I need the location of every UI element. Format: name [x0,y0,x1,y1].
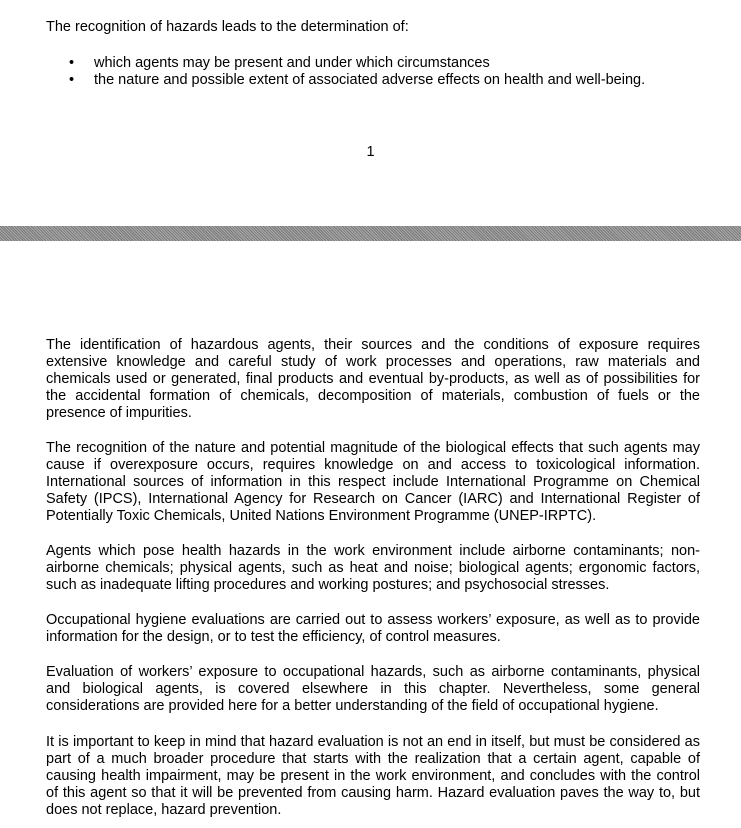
bullet-list [46,55,645,89]
bullet-icon: • [69,55,75,71]
list-item-text: the nature and possible extent of associated adverse effects on health and well-being. [94,72,646,88]
bullet-icon: • [69,72,75,88]
document-page-bottom [0,241,741,828]
list-item-text: which agents may be present and under which circumstances [94,55,490,71]
paragraph-health-hazard-agents: Agents which pose health hazards in the work environment include airborne contaminants; non-airborne chemicals; physical agents, such as heat and noise; biological agents; ergonomic factors, such as inadequate lifting procedures and working postures; and psychosocial stresses. [46,543,700,593]
list-item [46,72,645,89]
document-page-top [0,0,741,226]
paragraph-hygiene-evaluations: Occupational hygiene evaluations are carried out to assess workers’ exposure, as well as to provide information for the design, or to test the efficiency, of control measures. [46,612,700,645]
paragraph-exposure-evaluation: Evaluation of workers’ exposure to occupational hazards, such as airborne contaminants, physical and biological agents, is covered elsewhere in this chapter. Nevertheless, some general considerations are provided here for a better understanding of the field of occupational hygiene. [46,664,700,714]
list-item [46,55,645,72]
intro-text: The recognition of hazards leads to the determination of: [46,19,409,35]
page-number: 1 [366,144,375,160]
paragraph-biological-effects: The recognition of the nature and potential magnitude of the biological effects that such agents may cause if overexposure occurs, requires knowledge on and access to toxicological information. International sources of information in this respect include International Programme on Chemical Safety (IPCS), International Agency for Research on Cancer (IARC) and International Register of Potentially Toxic Chemicals, United Nations Environment Programme (UNEP-IRPTC). [46,440,700,524]
page-break-divider [0,226,741,241]
paragraph-hazard-identification: The identification of hazardous agents, their sources and the conditions of exposure requires extensive knowledge and careful study of work processes and operations, raw materials and chemicals used or generated, final products and eventual by-products, as well as of possibilities for the accidental formation of chemicals, decomposition of materials, combustion of fuels or the presence of impurities. [46,337,700,421]
paragraph-hazard-prevention: It is important to keep in mind that hazard evaluation is not an end in itself, but must be considered as part of a much broader procedure that starts with the realization that a certain agent, capable of causing health impairment, may be present in the work environment, and concludes with the control of this agent so that it will be prevented from causing harm. Hazard evaluation paves the way to, but does not replace, hazard prevention. [46,734,700,818]
